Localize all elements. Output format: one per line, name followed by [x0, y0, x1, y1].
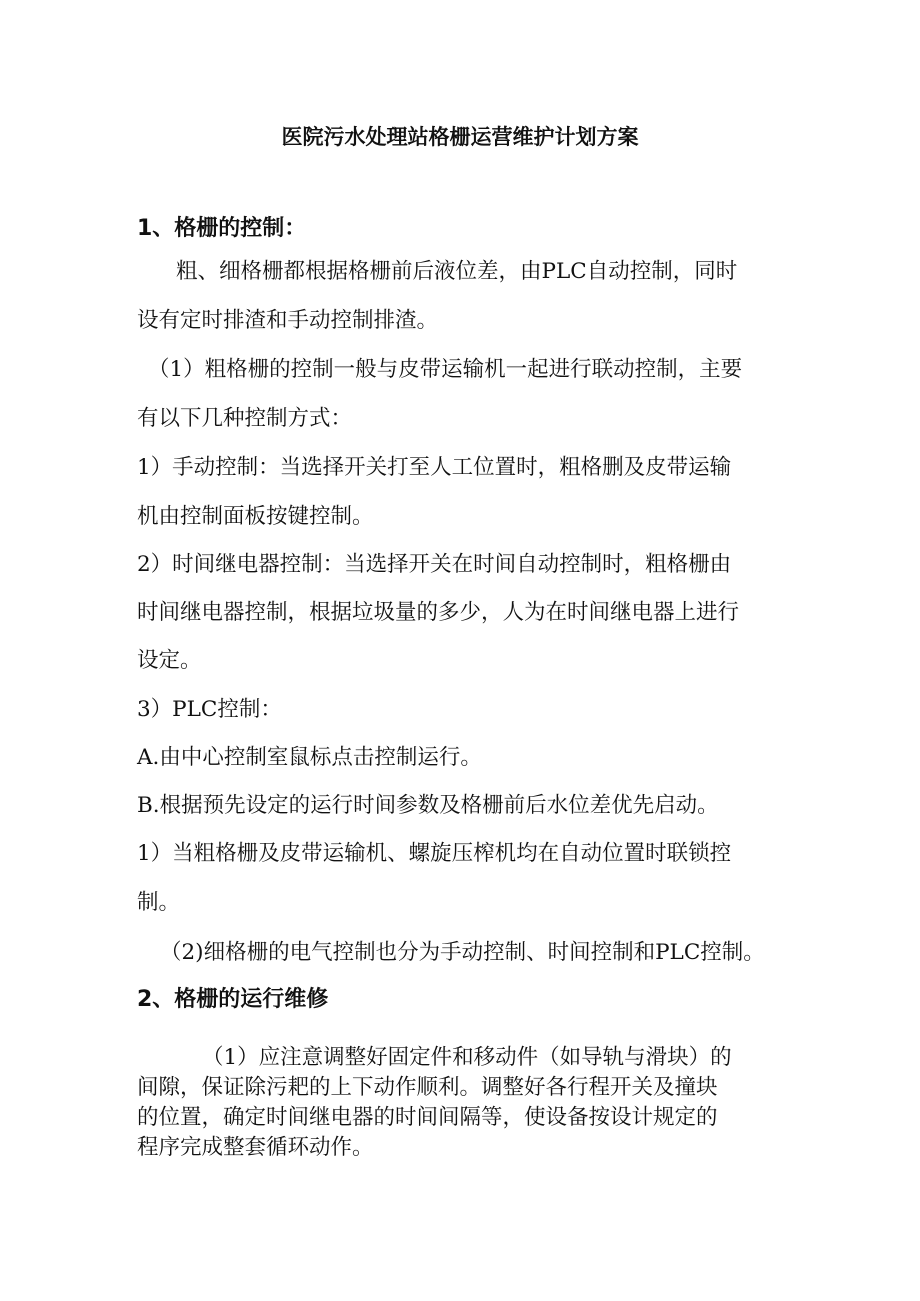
section-2-para-line-1: （1）应注意调整好固定件和移动件（如导轨与滑块）的 [202, 1045, 732, 1070]
item-1-line-2: 有以下几种控制方式： [137, 406, 353, 431]
document-title: 医院污水处理站格栅运营维护计划方案 [281, 125, 639, 149]
sub-item-1-line-2: 机由控制面板按键控制。 [137, 504, 374, 529]
section-2-heading: 2、格栅的运行维修 [137, 987, 329, 1012]
sub-item-3-a: A.由中心控制室鼠标点击控制运行。 [137, 745, 482, 770]
sub-item-2-line-3: 设定。 [137, 648, 202, 673]
sub-item-3-label: 3）PLC控制： [137, 697, 282, 722]
sub-item-2-line-2: 时间继电器控制，根据垃圾量的多少，人为在时间继电器上进行 [137, 600, 740, 625]
sub-item-1-line-1: 1）手动控制：当选择开关打至人工位置时，粗格删及皮带运输 [137, 455, 732, 480]
sub-item-3-b: B.根据预先设定的运行时间参数及格栅前后水位差优先启动。 [137, 793, 719, 818]
section-2-para-line-2: 间隙，保证除污耙的上下动作顺利。调整好各行程开关及撞块 [137, 1075, 718, 1100]
sub-item-3-c-line-1: 1）当粗格栅及皮带运输机、螺旋压榨机均在自动位置时联锁控 [137, 841, 732, 866]
section-1-intro-line-1: 粗、细格栅都根据格栅前后液位差，由PLC自动控制，同时 [176, 259, 738, 284]
item-1-line-1: （1）粗格栅的控制一般与皮带运输机一起进行联动控制，主要 [148, 357, 743, 382]
item-2-text: （2)细格栅的电气控制也分为手动控制、时间控制和PLC控制。 [160, 940, 765, 965]
section-2-para-line-4: 程序完成整套循环动作。 [137, 1135, 374, 1160]
sub-item-2-line-1: 2）时间继电器控制：当选择开关在时间自动控制时，粗格栅由 [137, 552, 732, 577]
section-1-heading: 1、格栅的控制： [137, 216, 307, 241]
sub-item-3-c-line-2: 制。 [137, 890, 181, 915]
section-1-intro-line-2: 设有定时排渣和手动控制排渣。 [137, 308, 439, 333]
section-2-para-line-3: 的位置，确定时间继电器的时间间隔等，使设备按设计规定的 [137, 1105, 718, 1130]
